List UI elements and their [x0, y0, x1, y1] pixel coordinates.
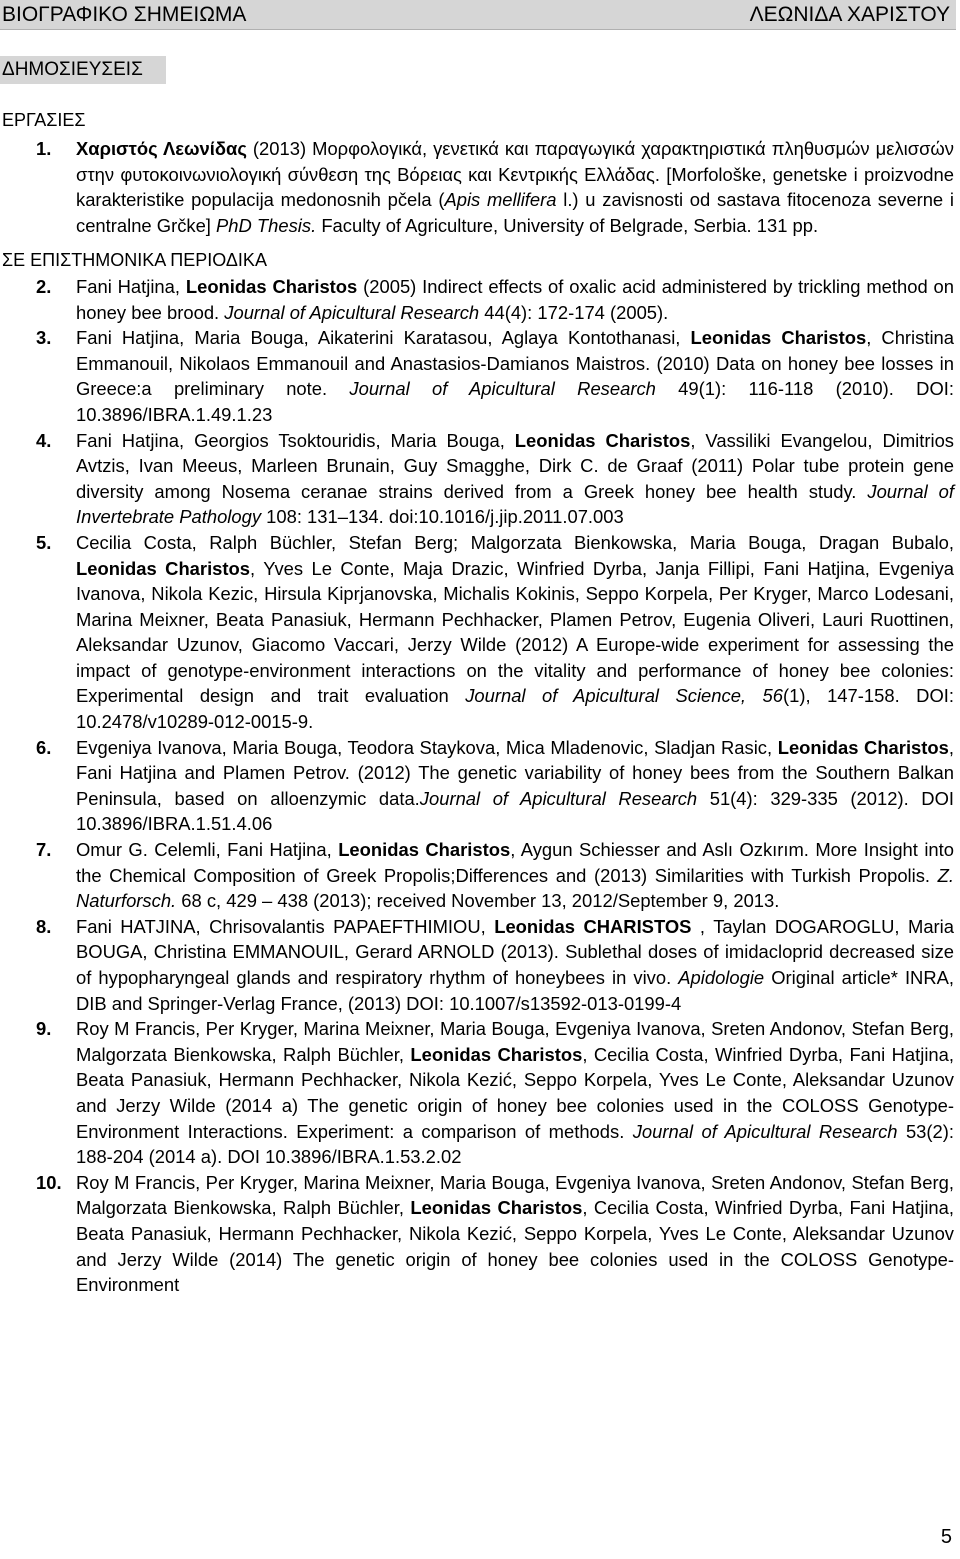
author-highlight: Χαριστός Λεωνίδας — [76, 138, 247, 159]
entry-segment: , Christina Emmanouil, Nikolaos Emmanouil and Anastasios-Damianos Maistros. (2010) Data on honey bee losses in Greece:a preliminary note. — [76, 327, 954, 400]
journal-title: Apidologie — [678, 967, 765, 988]
entry-number: 10. — [36, 1171, 62, 1193]
journal-title: Journal of Apicultural Research — [224, 301, 480, 323]
author-highlight: Leonidas Charistos — [777, 736, 949, 758]
header-bar — [0, 0, 956, 30]
entry-segment: 51(4): 329-335 (2012). DOI 10.3896/IBRA.1.51.4.06 — [76, 787, 954, 835]
entry-segment: Evgeniya Ivanova, Maria Bouga, Teodora Staykova, Mica Mladenovic, Sladjan Rasic, — [76, 736, 778, 758]
works-heading: ΕΡΓΑΣΙΕΣ — [2, 110, 86, 130]
entry-segment: , Vassiliki Evangelou, Dimitrios Avtzis, Ivan Meeus, Marleen Brunain, Guy Smagghe, Dirk C. de Graaf (2011) Polar tube protein gene diversity among Nosema ceranae strains derived from a Greek honey bee health study. — [76, 429, 954, 502]
author-highlight: Leonidas Charistos — [514, 429, 691, 451]
entry-segment: 108: 131–134. doi:10.1016/j.jip.2011.07.003 — [261, 506, 624, 528]
journal-title: Journal of Apicultural Research — [419, 787, 698, 809]
entry-number: 8. — [36, 915, 52, 937]
entry-number: 6. — [36, 736, 52, 758]
entry-segment: Fani Hatjina, Maria Bouga, Aikaterini Karatasou, Aglaya Kontothanasi, — [76, 327, 691, 349]
author-highlight: Leonidas Charistos — [185, 275, 358, 297]
publication-entry — [0, 735, 958, 837]
entry-segment: (2013) Μορφολογικά, γενετικά και παραγωγικά χαρακτηριστικά πληθυσμών μελισσών στην φυτοκοινωνιολογική σύνθεση της Βόρειας και Κεντρικής Ελλάδας. [Morfološke, genetske i proizvodne karakteristike populacija medonosnih pčela ( — [76, 138, 954, 211]
journal-title: Journal of Apicultural Research — [349, 378, 656, 400]
journal-title: Apis mellifera — [444, 189, 557, 211]
entry-segment: (1), 147-158. DOI: 10.2478/v10289-012-0015-9. — [76, 685, 954, 733]
author-highlight: Leonidas CHARISTOS — [494, 915, 692, 937]
entry-number: 4. — [36, 429, 52, 451]
entry-text — [76, 274, 958, 325]
entry-segment: 49(1): 116-118 (2010). DOI: 10.3896/IBRA.1.49.1.23 — [76, 378, 954, 425]
page-number: 5 — [940, 1526, 952, 1548]
author-highlight: Leonidas Charistos — [410, 1197, 583, 1219]
journals-heading: ΣΕ ΕΠΙΣΤΗΜΟΝΙΚΑ ΠΕΡΙΟΔΙΚΑ — [2, 250, 267, 271]
author-name: ΛΕΩΝΙΔΑ ΧΑΡΙΣΤΟΥ — [749, 2, 950, 26]
entry-text — [76, 735, 958, 837]
publication-entry — [0, 914, 958, 1016]
author-highlight: Leonidas Charistos — [76, 557, 250, 579]
publications-heading: ΔΗΜΟΣΙΕΥΣΕΙΣ — [2, 59, 143, 80]
publication-entry — [0, 530, 958, 735]
entry-segment: , Taylan DOGAROGLU, Maria BOUGA, Christina EMMANOUIL, Gerard ARNOLD (2013). Sublethal doses of imidacloprid decreased size of hypopharyngeal glands and respiratory rhythm of honeybees in vivo. — [76, 915, 954, 988]
publication-entry — [0, 274, 958, 325]
entry-segment: Fani Hatjina, Georgios Tsoktouridis, Maria Bouga, — [76, 429, 515, 451]
entry-segment: 44(4): 172-174 (2005). — [479, 301, 669, 323]
entry-segment: , Cecilia Costa, Winfried Dyrba, Fani Hatjina, Beata Panasiuk, Hermann Pechhacker, Nikola Kezić, Seppo Korpela, Yves Le Conte, Aleksandar Uzunov and Jerzy Wilde (2014) The genetic origin of honey bee colonies used in the COLOSS Genotype-Environment — [76, 1197, 954, 1296]
entry-segment: Original article* INRA, DIB and Springer-Verlag France, (2013) DOI: 10.1007/s13592-013-0199-4 — [76, 967, 954, 1014]
entry-number: 2. — [36, 275, 52, 297]
entry-number: 5. — [36, 531, 52, 553]
document-title: ΒΙΟΓΡΑΦΙΚΟ ΣΗΜΕΙΩΜΑ — [2, 2, 247, 26]
journal-title: Journal of Apicultural Research — [632, 1120, 898, 1142]
author-highlight: Leonidas Charistos — [338, 839, 511, 861]
entry-text — [76, 325, 958, 427]
entry-segment: , Cecilia Costa, Winfried Dyrba, Fani Hatjina, Beata Panasiuk, Hermann Pechhacker, Nikola Kezić, Seppo Korpela, Yves Le Conte, Aleksandar Uzunov and Jerzy Wilde (2014 a) The genetic origin of honey bee colonies used in the COLOSS Genotype-Environment Interactions. Experiment: a comparison of methods. — [76, 1043, 954, 1142]
entry-text — [76, 914, 958, 1016]
entry-segment: Omur G. Celemli, Fani Hatjina, — [76, 839, 339, 861]
entry-segment: l.) u zavisnosti od sastava fitocenoza severne i centralne Grčke] — [76, 189, 954, 236]
entry-text — [76, 136, 958, 238]
journal-title: Journal of Apicultural Science, 56 — [465, 685, 783, 707]
entry-number: 7. — [36, 839, 52, 861]
publication-list — [0, 136, 958, 1298]
publication-entry — [0, 136, 958, 238]
publication-entry — [0, 1016, 958, 1170]
author-highlight: Leonidas Charistos — [410, 1043, 583, 1065]
entry-text — [76, 1170, 958, 1298]
entry-number: 1. — [36, 138, 52, 159]
entry-segment: , Aygun Schiesser and Aslı Ozkırım. More Insight into the Chemical Composition of Greek Propolis;Differences and (2013) Similarities with Turkish Propolis. — [76, 839, 955, 886]
entry-text — [76, 428, 958, 530]
publications-heading-bar — [0, 56, 166, 84]
journal-title: Journal of Invertebrate Pathology — [76, 480, 954, 528]
entry-text — [76, 837, 958, 914]
entry-segment: (2005) Indirect effects of oxalic acid administered by trickling method on honey bee brood. — [76, 275, 954, 323]
journal-title: Z. Naturforsch. — [76, 864, 954, 912]
entry-segment: Roy M Francis, Per Kryger, Marina Meixner, Maria Bouga, Evgeniya Ivanova, Sreten Andonov, Stefan Berg, Malgorzata Bienkowska, Ralph Büchler, — [76, 1018, 954, 1065]
entry-segment: 68 c, 429 – 438 (2013); received November 13, 2012/September 9, 2013. — [176, 890, 780, 912]
entry-segment: 53(2): 188-204 (2014 a). DOI 10.3896/IBRA.1.53.2.02 — [76, 1120, 954, 1168]
entry-text — [76, 1016, 958, 1170]
entry-segment: Fani Hatjina, — [76, 275, 186, 297]
publication-entry — [0, 837, 958, 914]
entry-text — [76, 530, 958, 735]
entry-segment: , Fani Hatjina and Plamen Petrov. (2012) The genetic variability of honey bees from the Southern Balkan Peninsula, based on alloenzymic data. — [76, 736, 954, 809]
publication-entry — [0, 1170, 958, 1298]
entry-segment: Roy M Francis, Per Kryger, Marina Meixner, Maria Bouga, Evgeniya Ivanova, Sreten Andonov, Stefan Berg, Malgorzata Bienkowska, Ralph Büchler, — [76, 1171, 954, 1219]
entry-number: 3. — [36, 327, 52, 349]
entry-number: 9. — [36, 1018, 52, 1040]
publication-entry — [0, 428, 958, 530]
entry-segment: Fani HATJINA, Chrisovalantis PAPAEFTHIMIOU, — [76, 915, 495, 937]
journal-title: PhD Thesis. — [216, 214, 317, 236]
entry-segment: , Yves Le Conte, Maja Drazic, Winfried Dyrba, Janja Fillipi, Fani Hatjina, Evgeniya Ivanova, Nikola Kezic, Hirsula Kiprjanovska, Michalis Kokinis, Seppo Korpela, Per Kryger, Marco Lodesani, Marina Meixner, Beata Panasiuk, Hermann Pechhacker, Plamen Petrov, Eugenia Oliveri, Lauri Ruottinen, Aleksandar Uzunov, Giacomo Vaccari, Jerzy Wilde (2012) A Europe-wide experiment for assessing the impact of genotype-environment interactions on the vitality and performance of honey bee colonies: Experimental design and trait evaluation — [76, 557, 954, 707]
publication-entry — [0, 325, 958, 427]
entry-segment: Faculty of Agriculture, University of Belgrade, Serbia. 131 pp. — [316, 214, 819, 236]
entry-segment: Cecilia Costa, Ralph Büchler, Stefan Berg; Malgorzata Bienkowska, Maria Bouga, Dragan Bubalo, — [76, 531, 954, 553]
author-highlight: Leonidas Charistos — [690, 327, 867, 349]
